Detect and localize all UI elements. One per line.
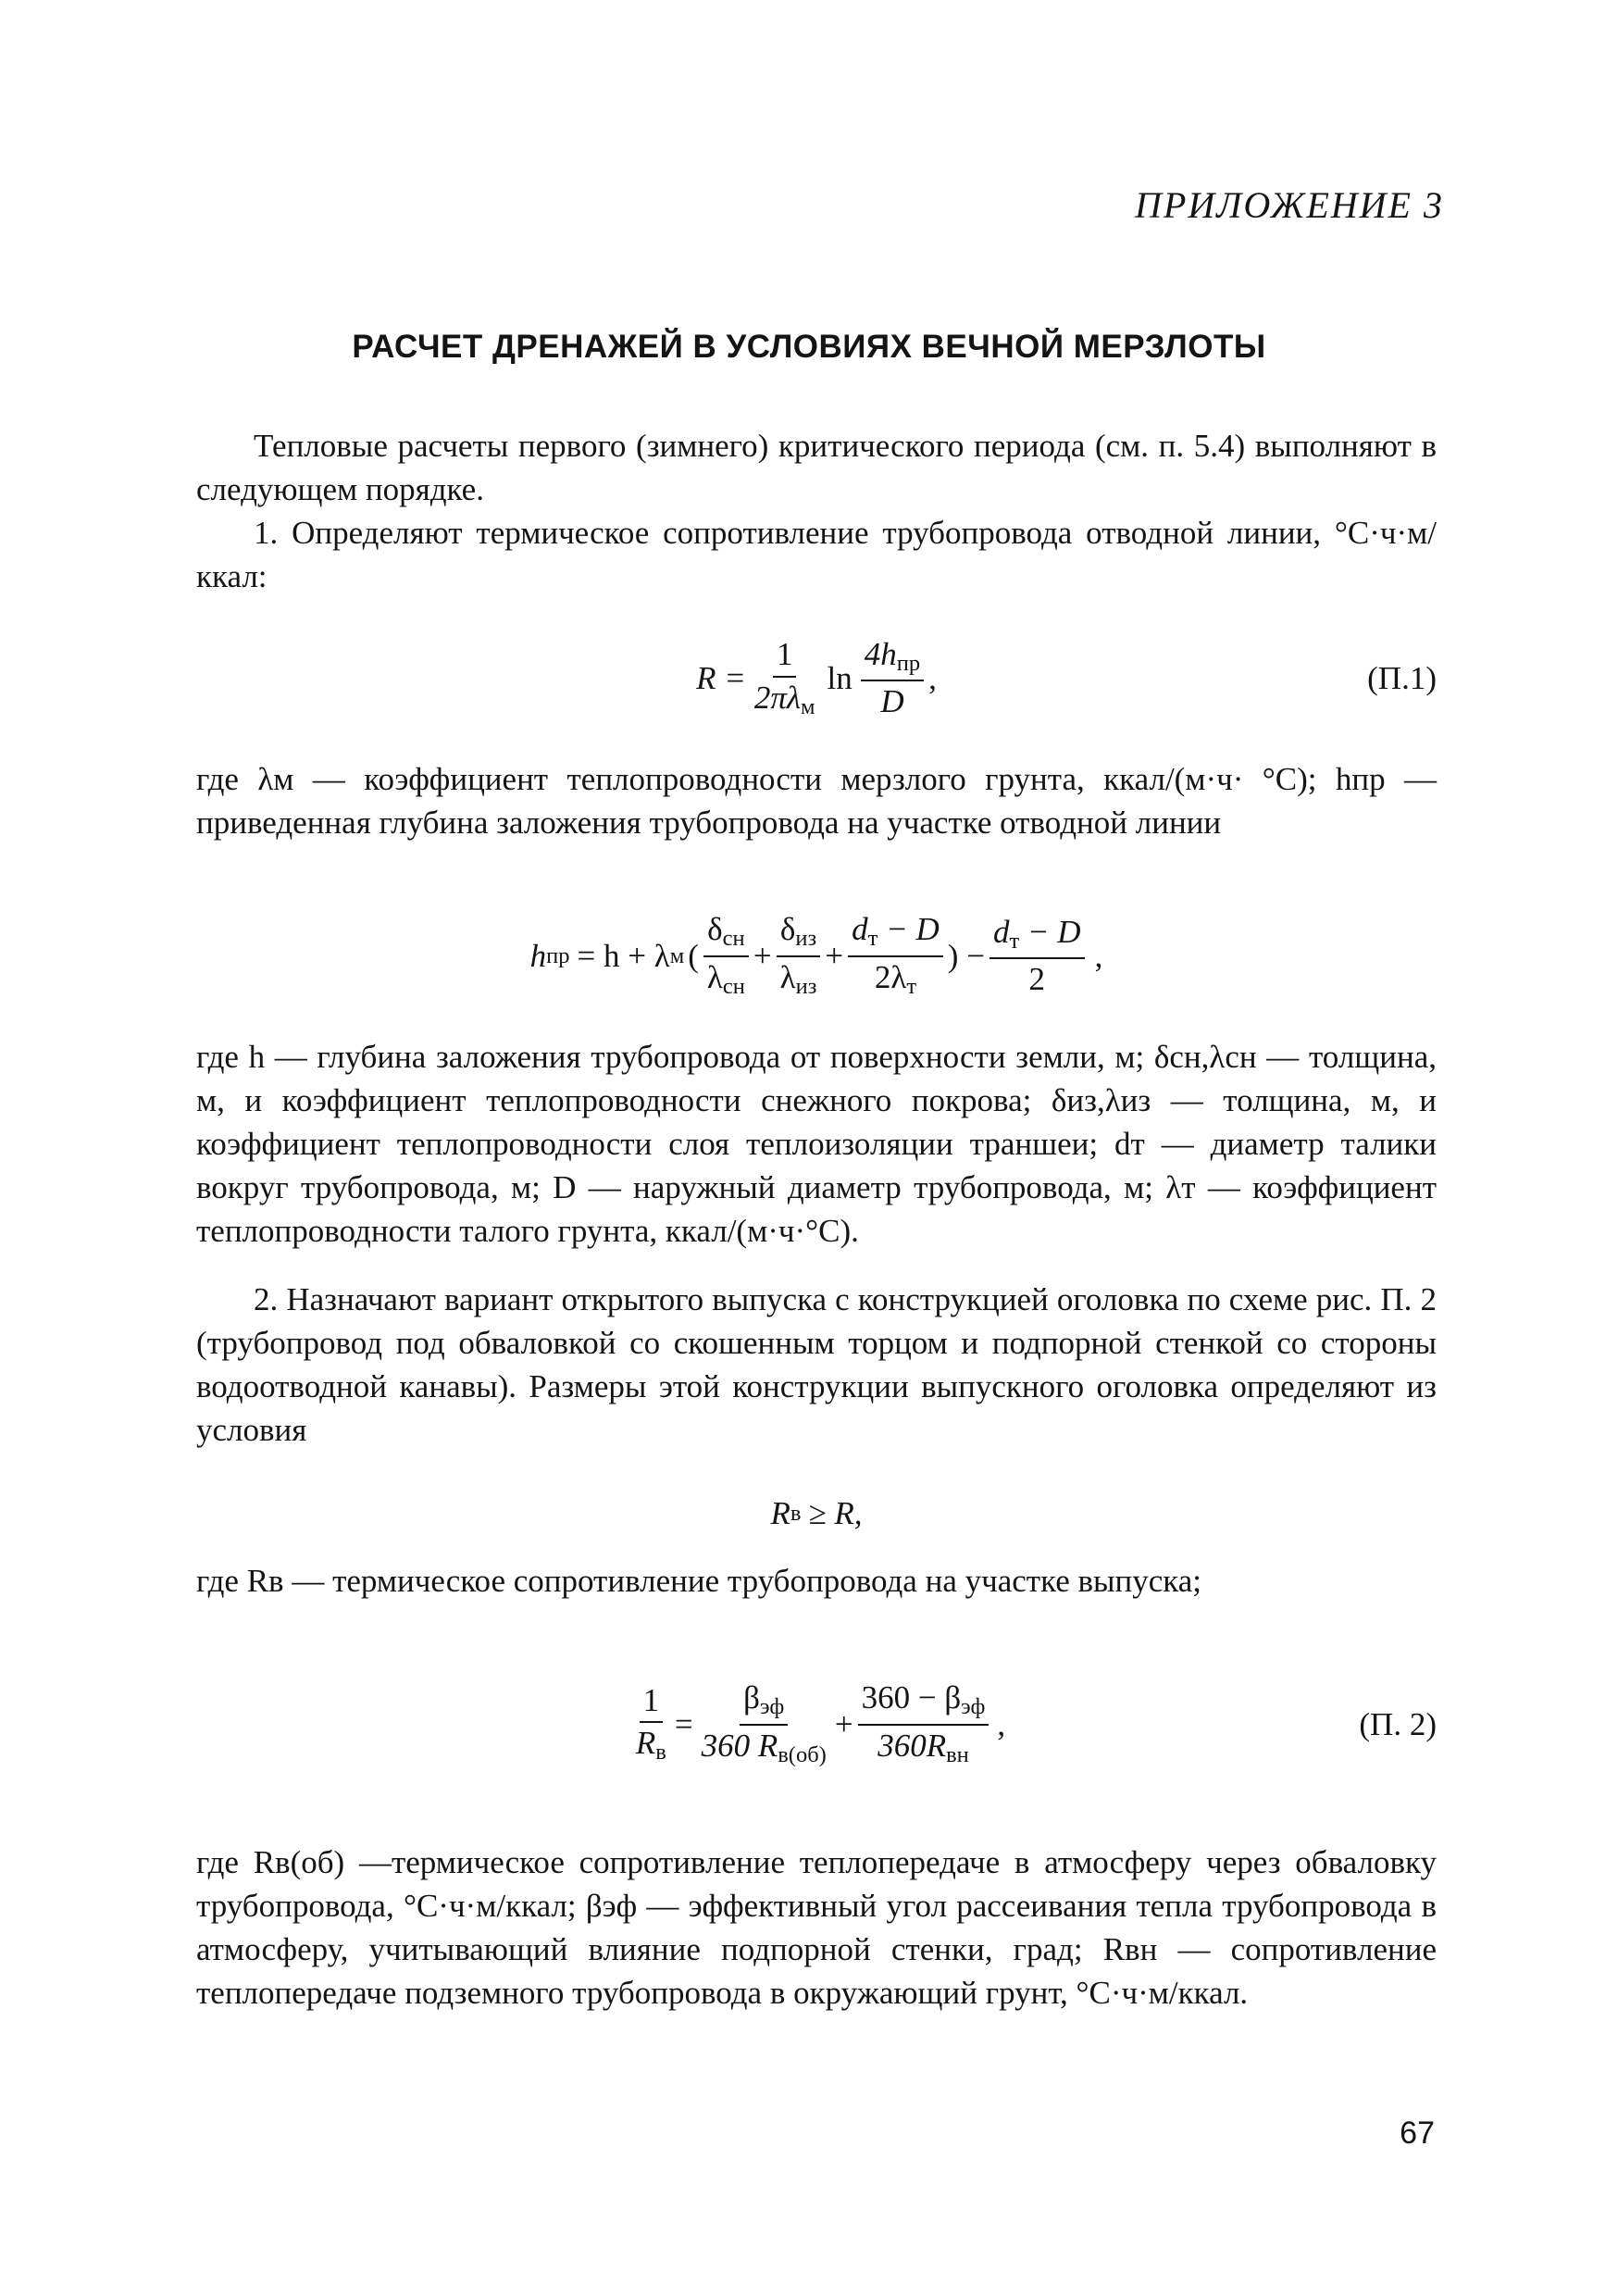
hpr-fi-num xyxy=(777,912,820,956)
hpr-ft-num xyxy=(848,912,943,956)
eq1-f2-num-main: 4h xyxy=(864,636,897,673)
eq1-fraction-1 xyxy=(751,637,819,720)
intro-paragraph: Тепловые расчеты первого (зимнего) критического периода (см. п. 5.4) выполняют в следующем порядке. xyxy=(196,428,1437,507)
hpr-ft-num-main: d xyxy=(852,911,868,948)
eq2-equals: = xyxy=(674,1705,693,1742)
equation-number-p2: (П. 2) xyxy=(1359,1705,1437,1742)
equation-p2 xyxy=(196,1680,1437,1768)
hpr-fi-num-main: δ xyxy=(779,911,796,948)
eq1-fraction-2 xyxy=(861,637,924,720)
where-paragraph-3: где Rв — термическое сопротивление трубопровода на участке выпуска; xyxy=(196,1563,1202,1599)
page-title: РАСЧЕТ ДРЕНАЖЕЙ В УСЛОВИЯХ ВЕЧНОЙ МЕРЗЛОТЫ xyxy=(352,329,1266,365)
eq1-comma: , xyxy=(928,660,937,696)
hpr-fs-den-main: λ xyxy=(706,958,723,995)
eq1-f1-numerator: 1 xyxy=(773,637,797,678)
eq2-f2-den xyxy=(874,1726,973,1768)
eq1-f1-denominator xyxy=(751,678,819,720)
eq2-f1-num-sub: эф xyxy=(759,1694,785,1720)
eq2-left-fraction xyxy=(632,1683,670,1766)
hpr-fraction-insulation xyxy=(777,912,821,999)
hpr-ft-den xyxy=(871,957,920,1000)
hpr-lhs-sub: пр xyxy=(546,942,570,968)
hpr-fh-num-main: d xyxy=(992,913,1010,950)
hpr-close-paren: ) − xyxy=(947,937,985,974)
eq2-f1-den-main: 360 R xyxy=(701,1727,778,1764)
hpr-fraction-thaw xyxy=(848,912,943,999)
page-number: 67 xyxy=(1400,2115,1435,2151)
eq2-f2-num-main: 360 − β xyxy=(861,1679,962,1716)
eq2-f1-num-main: β xyxy=(743,1679,760,1716)
hpr-fi-den-main: λ xyxy=(779,958,796,995)
eq1-f1-den-sub: м xyxy=(801,693,815,719)
hpr-fi-num-sub: из xyxy=(795,926,817,952)
equation-hpr xyxy=(196,912,1437,1000)
eq1-f1-den-main: 2πλ xyxy=(753,679,802,716)
hpr-mid: = h + λ xyxy=(577,937,670,974)
equation-p1 xyxy=(196,637,1437,720)
condition-rb-ge-r xyxy=(196,1491,1437,1537)
eq2-f2-den-main: 360R xyxy=(877,1727,947,1764)
hpr-fs-num xyxy=(703,912,749,956)
where-paragraph-1: где λм — коэффициент теплопроводности мерзлого грунта, ккал/(м·ч· °С); hпр — приведенная глубина заложения трубопровода на участке отводной линии xyxy=(196,761,1437,841)
eq2-f2-num xyxy=(858,1680,989,1725)
eq2-fraction-1 xyxy=(698,1680,830,1767)
hpr-mid-sub: м xyxy=(669,942,685,968)
item-2-paragraph: 2. Назначают вариант открытого выпуска с конструкцией оголовка по схеме рис. П. 2 (трубопровод под обваловкой со скошенным торцом и подпорной стенкой со стороны водоотводной канавы). Размеры этой конструкции выпускного оголовка определяют из условия xyxy=(196,1281,1437,1448)
hpr-ft-den-main: 2λ xyxy=(874,958,907,995)
eq2-comma: , xyxy=(997,1705,1006,1742)
hpr-ft-num-rest: − D xyxy=(886,911,940,948)
eq2-f1-den xyxy=(698,1726,830,1768)
eq2-f2-den-sub: вн xyxy=(946,1741,969,1767)
hpr-comma: , xyxy=(1094,937,1103,974)
hpr-fi-den-sub: из xyxy=(795,973,817,999)
hpr-fh-num-sub: т xyxy=(1009,928,1020,954)
cond-rest: ≥ R, xyxy=(808,1495,863,1531)
hpr-fs-num-main: δ xyxy=(707,911,723,948)
eq1-f2-denominator: D xyxy=(880,683,904,720)
item-1-paragraph: 1. Определяют термическое сопротивление трубопровода отводной линии, °С·ч·м/ккал: xyxy=(196,515,1437,594)
where-paragraph-4: где Rв(об) —термическое сопротивление теплопередаче в атмосферу через обваловку трубопровода, °С·ч·м/ккал; βэф — эффективный угол рассеивания тепла трубопровода в атмосферу, учитывающий влияние подпорной стенки, град; Rвн — сопротивление теплопередаче подземного трубопровода в окружающий грунт, °С·ч·м/ккал. xyxy=(196,1844,1437,2011)
where-paragraph-2: где h — глубина заложения трубопровода от поверхности земли, м; δсн,λсн — толщина, м, и коэффициент теплопроводности снежного покрова; δиз,λиз — толщина, м, и коэффициент теплопроводности слоя теплоизоляции траншеи; dт — диаметр талики вокруг трубопровода, м; D — наружный диаметр трубопровода, м; λт — коэффициент теплопроводности талого грунта, ккал/(м·ч·°С). xyxy=(196,1039,1437,1249)
eq1-lhs: R = xyxy=(696,660,746,696)
hpr-ft-num-sub: т xyxy=(867,926,878,952)
eq2-l-num: 1 xyxy=(640,1683,664,1724)
hpr-fs-num-sub: сн xyxy=(722,926,745,952)
appendix-label: ПРИЛОЖЕНИЕ 3 xyxy=(1135,184,1444,226)
eq2-plus: + xyxy=(834,1705,853,1742)
hpr-fraction-half xyxy=(989,915,1085,998)
hpr-fh-den: 2 xyxy=(1028,960,1046,997)
hpr-fraction-snow xyxy=(703,912,749,999)
hpr-ft-den-sub: т xyxy=(906,973,917,999)
hpr-fi-den xyxy=(777,957,821,1000)
hpr-plus-2: + xyxy=(825,937,844,974)
eq2-f1-den-sub: в(об) xyxy=(778,1741,827,1767)
eq2-l-den xyxy=(632,1723,670,1766)
eq1-f2-num-sub: пр xyxy=(896,651,921,677)
eq2-f2-num-sub: эф xyxy=(961,1694,986,1720)
eq2-fraction-2 xyxy=(858,1680,989,1767)
hpr-fh-num xyxy=(989,915,1085,959)
cond-main: R xyxy=(770,1495,790,1531)
hpr-plus-1: + xyxy=(753,937,772,974)
eq2-l-den-sub: в xyxy=(655,1740,666,1766)
hpr-fs-den-sub: сн xyxy=(722,973,745,999)
hpr-open-paren: ( xyxy=(688,937,699,974)
eq2-l-den-main: R xyxy=(635,1725,656,1762)
hpr-lhs-main: h xyxy=(529,937,547,974)
hpr-fs-den xyxy=(703,957,749,1000)
eq1-f2-numerator xyxy=(861,637,924,681)
eq1-ln: ln xyxy=(827,660,853,696)
equation-number-p1: (П.1) xyxy=(1367,660,1437,696)
cond-sub: в xyxy=(790,1501,802,1526)
eq2-f1-num xyxy=(740,1680,788,1725)
hpr-fh-num-rest: − D xyxy=(1027,913,1081,950)
